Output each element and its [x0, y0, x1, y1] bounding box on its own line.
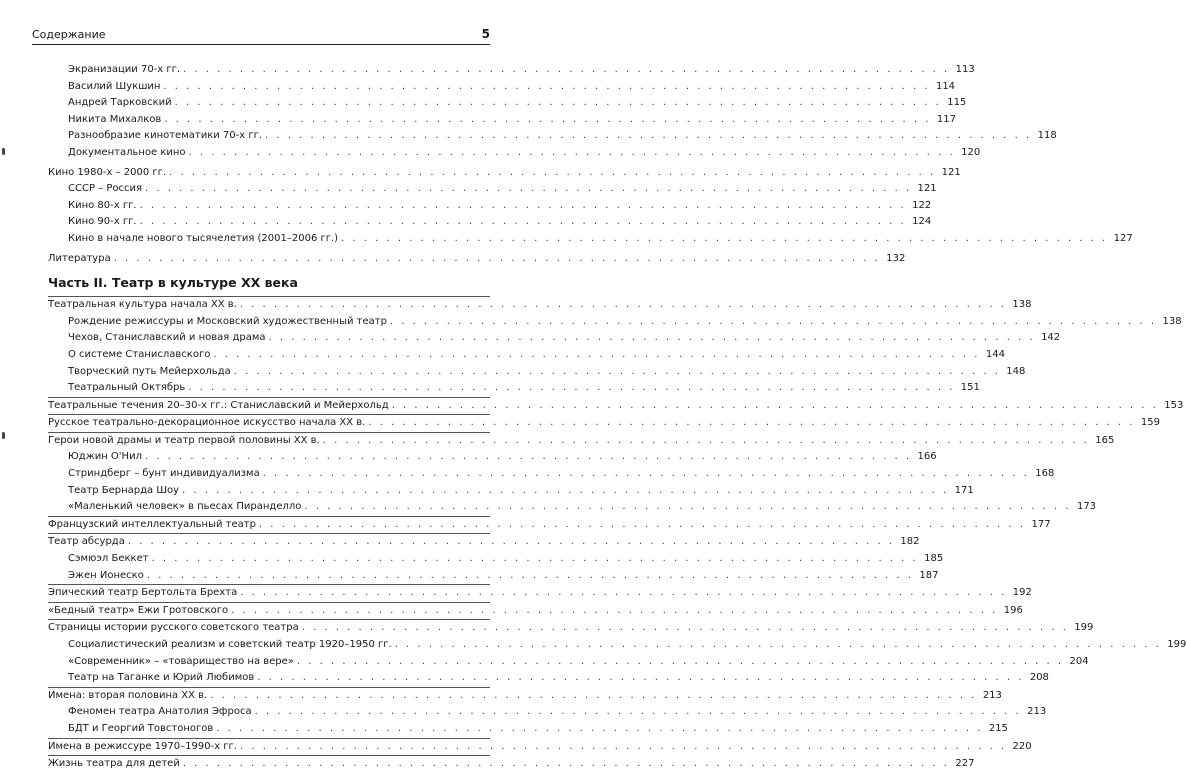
toc-entry-title: Театральные течения 20–30-х гг.: Станиславский и Мейерхольд [48, 399, 389, 411]
toc-entry-page: 144 [985, 348, 1005, 360]
toc-entry-title: Кино 1980-х – 2000 гг. [48, 166, 167, 178]
toc-entry-page: 124 [912, 216, 932, 228]
toc-entry [48, 654, 1089, 671]
dot-leader [140, 198, 907, 215]
toc-entry-title: Имена: вторая половина XX в. [48, 689, 208, 701]
toc-entry-page: 220 [1012, 740, 1032, 752]
dot-leader [263, 466, 1030, 483]
toc-entry-page: 173 [1076, 501, 1097, 513]
toc-entry-title: СССР – Россия [68, 183, 142, 195]
margin-mark [2, 432, 5, 439]
table-of-contents [48, 62, 1186, 773]
toc-entry-title: «Бедный театр» Ежи Гротовского [48, 604, 229, 616]
dot-leader [163, 79, 930, 96]
toc-entry [48, 397, 1184, 415]
dot-leader [188, 380, 955, 397]
toc-entry-title: Чехов, Станиславский и новая драма [68, 332, 266, 344]
toc-entry-title: «Современник» – «товарищество на вере» [68, 655, 294, 667]
toc-entry-page: 115 [947, 97, 967, 109]
dot-leader [240, 585, 1007, 602]
toc-entry-page: 196 [1003, 604, 1023, 616]
toc-entry-title: Никита Михалков [68, 113, 162, 125]
toc-entry-page: 199 [1074, 622, 1094, 634]
toc-entry [48, 380, 980, 397]
dot-leader [164, 112, 931, 129]
toc-entry-title: Юджин О'Нил [68, 451, 142, 463]
toc-entry-page: 208 [1029, 672, 1049, 684]
toc-entry [48, 364, 1026, 381]
dot-leader [140, 214, 907, 231]
toc-entry-title: Театр абсурда [48, 536, 125, 548]
toc-entry-page: 118 [1037, 130, 1057, 142]
toc-entry-page: 168 [1035, 468, 1055, 480]
running-header [32, 22, 490, 45]
page-number: 5 [481, 27, 490, 41]
toc-entry [48, 584, 1032, 602]
toc-entry-page: 159 [1140, 417, 1160, 429]
toc-entry-title: Театральная культура начала XX в. [48, 299, 237, 311]
toc-entry-page: 204 [1069, 655, 1089, 667]
toc-entry-page: 121 [941, 166, 961, 178]
toc-entry [48, 296, 1032, 314]
part-heading: Часть II. Театр в культуре XX века [48, 275, 298, 291]
toc-entry [48, 79, 956, 96]
toc-entry-title: Феномен театра Анатолия Эфроса [68, 706, 252, 718]
toc-entry [48, 314, 1182, 331]
toc-entry-title: Литература [48, 252, 111, 264]
dot-leader [145, 449, 912, 466]
toc-entry-page: 138 [1162, 315, 1182, 327]
dot-leader [175, 95, 942, 112]
dot-leader [169, 165, 936, 182]
toc-entry [48, 551, 944, 568]
dot-leader [128, 534, 895, 551]
toc-entry [48, 483, 974, 500]
toc-group-cinema-80s-2000s [48, 165, 1133, 248]
toc-entry [48, 499, 1097, 516]
toc-entry-title: Кино 80-х гг. [68, 199, 137, 211]
toc-entry-title: Андрей Тарковский [68, 97, 172, 109]
toc-entry-page: 165 [1095, 434, 1115, 446]
dot-leader [114, 251, 881, 268]
toc-entry-page: 215 [988, 722, 1008, 734]
toc-entry-page: 192 [1012, 587, 1032, 599]
dot-leader [390, 314, 1157, 331]
toc-entry [48, 687, 1002, 705]
toc-entry [48, 516, 1051, 534]
toc-entry [48, 755, 975, 773]
toc-group-cinema-70s [48, 62, 1057, 162]
toc-entry-title: Социалистический реализм и советский театр 1920–1950 гг. [68, 639, 392, 650]
dot-leader [216, 721, 983, 738]
toc-group-part-2 [48, 296, 1186, 773]
dot-leader [392, 398, 1159, 415]
toc-entry-title: Жизнь театра для детей [48, 758, 180, 770]
toc-entry-title: Документальное кино [68, 146, 186, 158]
toc-entry-title: БДТ и Георгий Товстоногов [68, 722, 214, 734]
toc-entry [48, 181, 937, 198]
toc-entry-title: Имена в режиссуре 1970–1990-х гг. [48, 740, 237, 752]
toc-entry-title: Страницы истории русского советского театра [48, 622, 299, 634]
toc-entry [48, 568, 939, 585]
toc-entry [48, 449, 937, 466]
toc-entry [48, 738, 1032, 756]
toc-entry [48, 214, 932, 231]
toc-entry-page: 166 [917, 451, 937, 463]
toc-entry-title: Экранизации 70-х гг. [68, 64, 181, 75]
toc-entry-page: 117 [936, 113, 956, 125]
toc-entry-title: Театр на Таганке и Юрий Любимов [68, 672, 255, 684]
dot-leader [234, 364, 1001, 381]
toc-entry-page: 213 [1027, 706, 1047, 718]
toc-entry [48, 602, 1023, 620]
toc-entry-title: Русское театрально-декорационное искусство начала XX в. [48, 417, 366, 429]
toc-entry [48, 128, 1057, 145]
toc-entry-title: Кино в начале нового тысячелетия (2001–2006 гг.) [68, 232, 339, 244]
dot-leader [269, 330, 1036, 347]
toc-entry [48, 670, 1049, 687]
toc-entry [48, 251, 906, 268]
toc-entry [48, 330, 1061, 347]
dot-leader [265, 128, 1032, 145]
toc-entry-page: 114 [935, 80, 956, 92]
toc-entry-page: 142 [1041, 332, 1061, 344]
toc-entry-page: 151 [960, 382, 980, 394]
toc-entry-page: 213 [982, 689, 1002, 701]
toc-entry [48, 145, 981, 162]
toc-entry-title: Театр Бернарда Шоу [68, 484, 180, 496]
dot-leader [183, 756, 950, 773]
toc-entry [48, 533, 920, 551]
toc-entry [48, 231, 1133, 248]
toc-entry-page: 121 [917, 183, 937, 195]
toc-entry-title: Василий Шукшин [68, 80, 161, 92]
toc-entry-page: 113 [955, 64, 975, 75]
toc-entry-title: Разнообразие кинотематики 70-х гг. [68, 130, 263, 142]
toc-entry-title: Эпический театр Бертольта Брехта [48, 587, 238, 599]
dot-leader [368, 415, 1135, 432]
toc-entry-page: 153 [1164, 399, 1184, 411]
dot-leader [341, 231, 1108, 248]
toc-entry-page: 199 [1167, 639, 1186, 650]
toc-entry-title: «Маленький человек» в пьесах Пиранделло [68, 501, 302, 513]
toc-entry-title: Стриндберг – бунт индивидуализма [68, 468, 260, 480]
dot-leader [304, 499, 1071, 516]
toc-entry-page: 122 [912, 199, 932, 211]
toc-entry [48, 721, 1008, 738]
toc-entry [48, 466, 1055, 483]
margin-mark [2, 148, 5, 155]
toc-group-literature [48, 251, 906, 268]
dot-leader [240, 297, 1007, 314]
toc-entry-page: 148 [1006, 365, 1026, 377]
section-title: Содержание [32, 28, 106, 41]
dot-leader [210, 688, 977, 705]
dot-leader [297, 654, 1064, 671]
toc-entry-title: Творческий путь Мейерхольда [68, 365, 231, 377]
toc-entry [48, 165, 961, 182]
toc-entry [48, 619, 1094, 637]
toc-entry-page: 132 [886, 252, 906, 264]
dot-leader [147, 568, 914, 585]
toc-entry-page: 187 [919, 569, 939, 581]
dot-leader [302, 620, 1069, 637]
dot-leader [257, 670, 1024, 687]
toc-entry-title: Театральный Октябрь [68, 382, 186, 394]
toc-entry [48, 347, 1005, 364]
toc-entry [48, 637, 1186, 654]
toc-entry [48, 62, 975, 79]
toc-entry-page: 171 [954, 484, 974, 496]
dot-leader [213, 347, 980, 364]
toc-entry [48, 414, 1160, 432]
toc-entry-title: Герои новой драмы и театр первой половины XX в. [48, 434, 320, 446]
dot-leader [152, 551, 919, 568]
toc-entry [48, 198, 932, 215]
toc-entry-title: Рождение режиссуры и Московский художественный театр [68, 315, 387, 327]
toc-entry [48, 95, 967, 112]
toc-entry-title: Французский интеллектуальный театр [48, 518, 256, 530]
toc-entry-title: Эжен Ионеско [68, 569, 144, 581]
dot-leader [240, 739, 1007, 756]
toc-entry-page: 185 [924, 553, 944, 565]
toc-entry [48, 704, 1047, 721]
dot-leader [183, 62, 950, 79]
dot-leader [145, 181, 912, 198]
dot-leader [259, 517, 1026, 534]
toc-entry-page: 227 [955, 758, 975, 770]
toc-entry-title: Сэмюэл Беккет [68, 553, 149, 565]
toc-entry [48, 432, 1115, 450]
toc-entry [48, 112, 956, 129]
dot-leader [395, 637, 1162, 654]
dot-leader [182, 483, 949, 500]
toc-entry-page: 127 [1113, 232, 1133, 244]
dot-leader [255, 704, 1022, 721]
toc-entry-page: 177 [1031, 518, 1051, 530]
toc-entry-title: О системе Станиславского [68, 348, 211, 360]
dot-leader [189, 145, 956, 162]
toc-entry-page: 138 [1012, 299, 1032, 311]
toc-entry-page: 120 [961, 146, 981, 158]
toc-entry-page: 182 [900, 536, 920, 548]
toc-entry-title: Кино 90-х гг. [68, 216, 137, 228]
dot-leader [323, 433, 1090, 450]
dot-leader [231, 603, 998, 620]
